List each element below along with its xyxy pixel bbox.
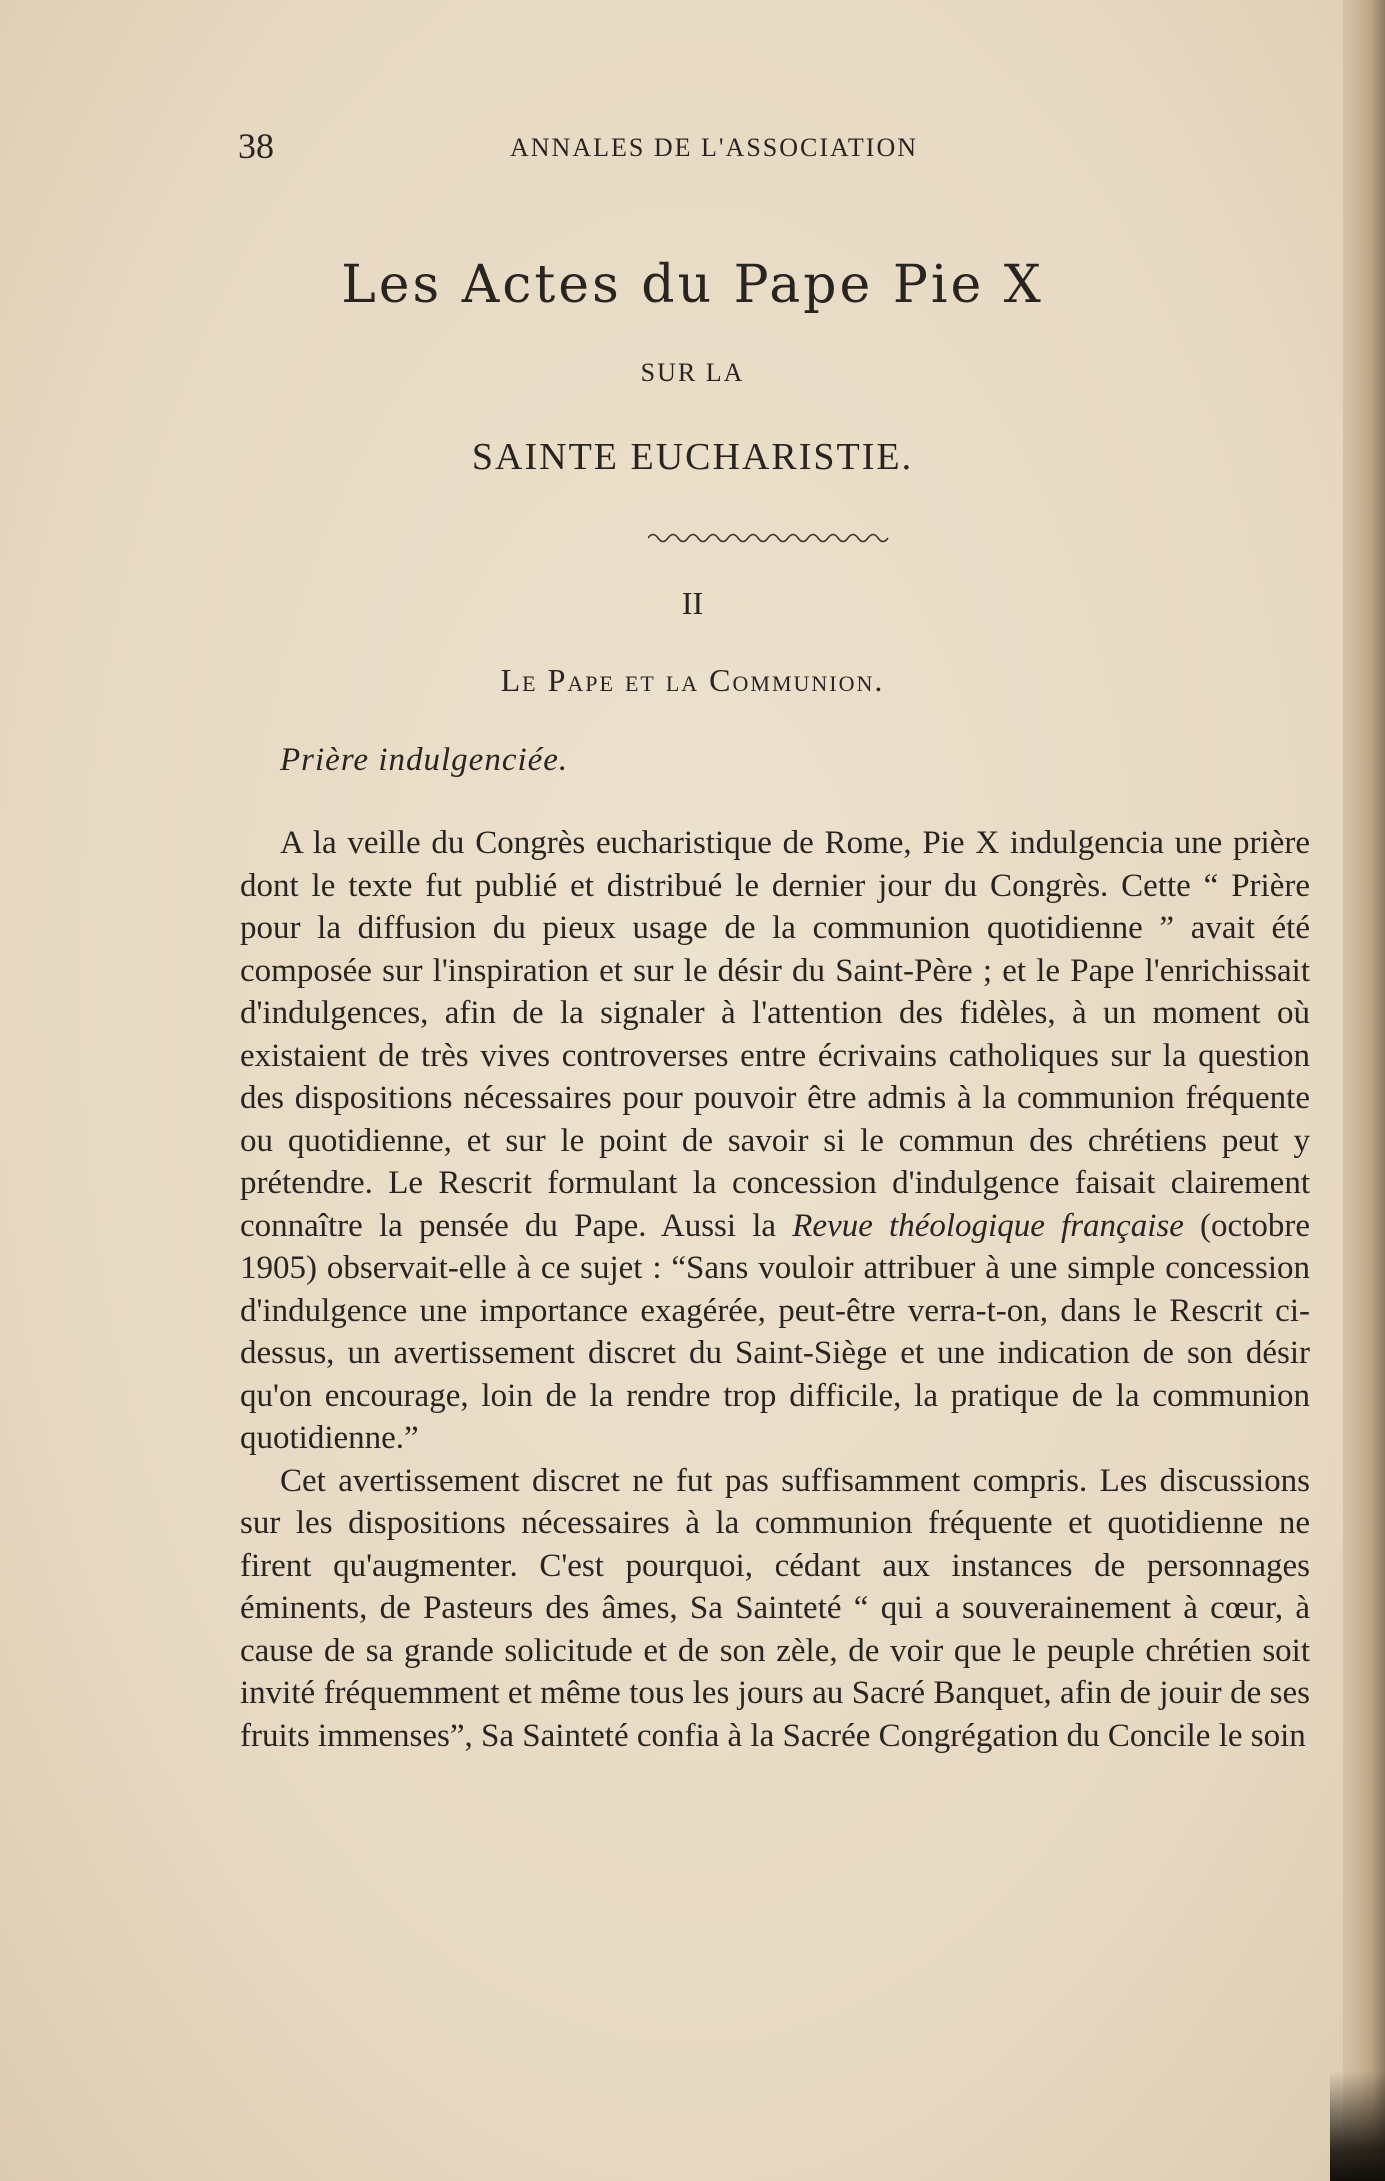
article-title: Les Actes du Pape Pie X (341, 255, 1044, 315)
running-head (238, 125, 1058, 175)
section-title: Le Pape et la Communion. (500, 662, 885, 698)
paragraph-1 (240, 822, 1310, 1460)
wavy-divider-ornament (648, 528, 890, 546)
article-subtitle-line2: SAINTE EUCHARISTIE. (471, 436, 914, 478)
page-edge-shadow (1343, 0, 1385, 2181)
section-number: II (681, 585, 704, 621)
paragraph-2: Cet avertissement discret ne fut pas suffisamment compris. Les discussions sur les dispositions nécessaires à la communion fréquente et quotidienne ne firent qu'augmenter. C'est pourquoi, cédant aux instances de personnages éminents, de Pasteurs des âmes, Sa Sainteté “ qui a souverainement à cœur, à cause de sa grande solicitude et de son zèle, de voir que le peuple chrétien soit invité fréquemment et même tous les jours au Sacré Banquet, afin de jouir de ses fruits immenses”, Sa Sainteté confia à la Sacrée Congrégation du Concile le soin (240, 1462, 1310, 1754)
journal-title: ANNALES DE L'ASSOCIATION (510, 133, 919, 162)
paragraph-1-text-b: (octobre 1905) observait-elle à ce sujet : “Sans vouloir attribuer à une simple concession d'indulgence une importance exagérée, peut-être verra-t-on, dans le Rescrit ci-dessus, un avertissement discret du Saint-Siège et une indication de son désir qu'on encourage, loin de la rendre trop difficile, la pratique de la communion quotidienne.” (240, 1207, 1310, 1456)
page-number: 38 (238, 126, 274, 166)
paragraph-1-text-a: A la veille du Congrès eucharistique de Rome, Pie X indulgencia une prière dont le texte fut publié et distribué le dernier jour du Congrès. Cette “ Prière pour la diffusion du pieux usage de la communion quotidienne ” avait été composée sur l'inspiration et sur le désir du Saint-Père ; et le Pape l'enrichissait d'indulgences, afin de la signaler à l'attention des fidèles, à un moment où existaient de très vives controverses entre écrivains catholiques sur la question des dispositions nécessaires pour pouvoir être admis à la communion fréquente ou quotidienne, et sur le point de savoir si le commun des chrétiens peut y prétendre. Le Rescrit formulant la concession d'indulgence faisait clairement connaître la pensée du Pape. Aussi la (240, 825, 1310, 1244)
article-subtitle-line1: SUR LA (640, 358, 745, 387)
corner-shadow (1330, 2071, 1385, 2181)
section-subheading: Prière indulgenciée. (280, 742, 569, 778)
journal-citation: Revue théologique française (792, 1207, 1184, 1244)
body-text (240, 822, 1310, 1757)
